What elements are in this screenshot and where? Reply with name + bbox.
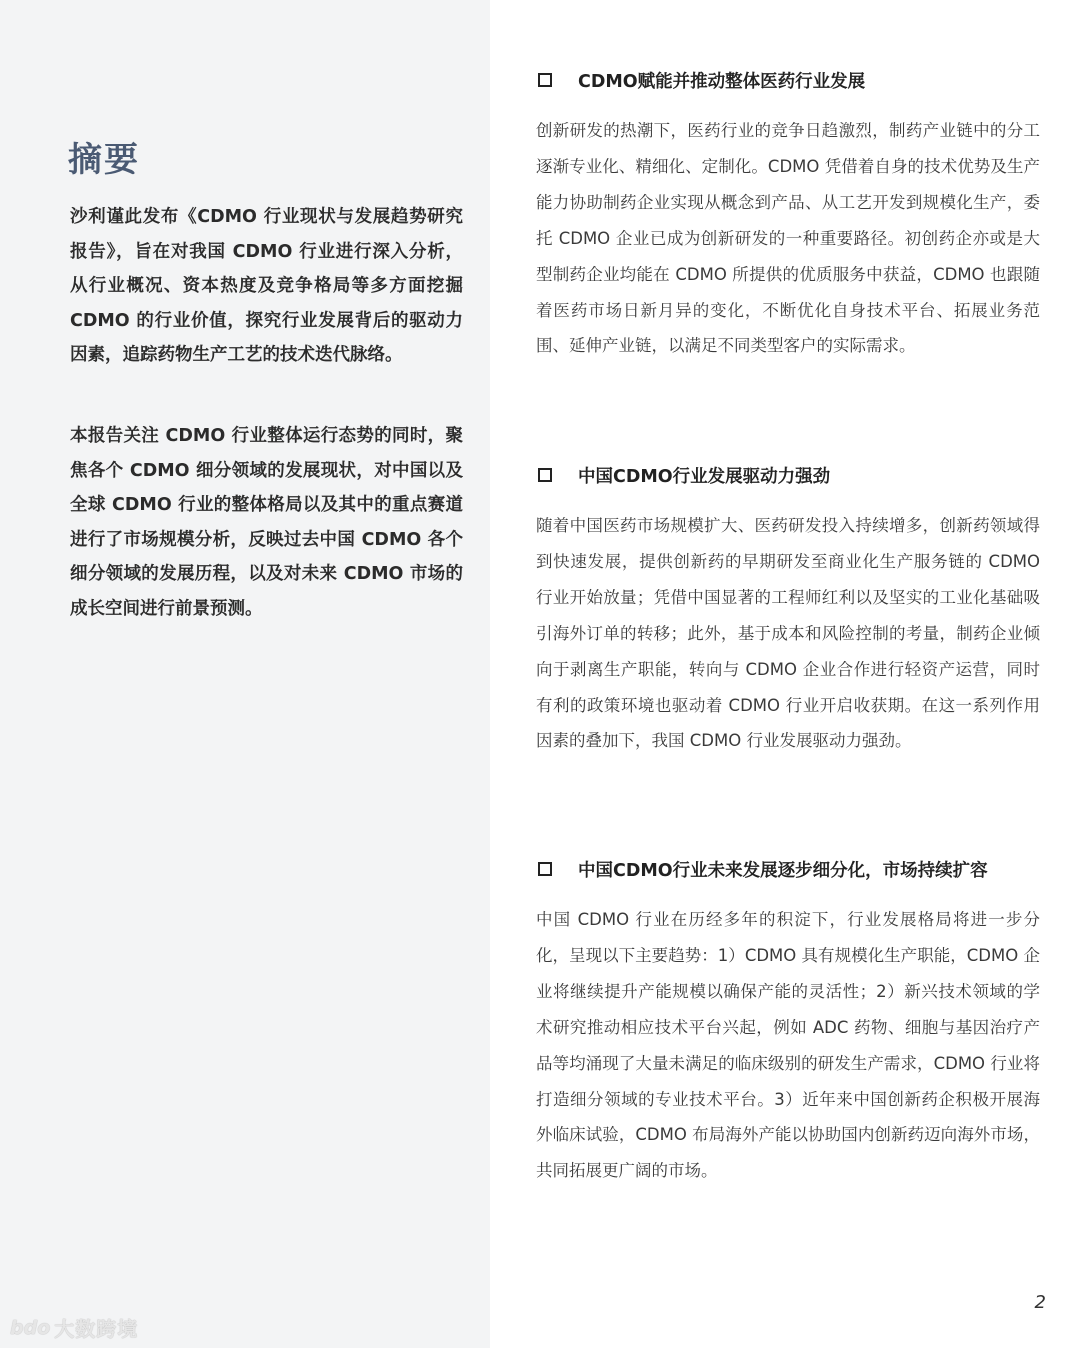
- section-heading: [536, 854, 1040, 884]
- section-driving-force: [536, 460, 1040, 759]
- watermark: [10, 1313, 138, 1342]
- checkbox-icon: [538, 862, 552, 876]
- watermark-logo-icon: bdo: [10, 1316, 51, 1339]
- section-cdmo-empowerment: [536, 65, 1040, 364]
- checkbox-icon: [538, 73, 552, 87]
- section-heading: [536, 460, 1040, 490]
- watermark-text: 大数跨境: [54, 1317, 139, 1341]
- section-heading-text: CDMO赋能并推动整体医药行业发展: [578, 71, 866, 92]
- section-heading-text: 中国CDMO行业发展驱动力强劲: [578, 466, 831, 487]
- section-heading-text: 中国CDMO行业未来发展逐步细分化，市场持续扩容: [578, 860, 988, 881]
- checkbox-icon: [538, 468, 552, 482]
- abstract-paragraph-2: 本报告关注 CDMO 行业整体运行态势的同时，聚焦各个 CDMO 细分领域的发展现状，对中国以及全球 CDMO 行业的整体格局以及其中的重点赛道进行了市场规模分析，反映过去中国 CDMO 各个细分领域的发展历程，以及对未来 CDMO 市场的成长空间进行前景预测。: [70, 426, 463, 619]
- section-body: 创新研发的热潮下，医药行业的竞争日趋激烈，制药产业链中的分工逐渐专业化、精细化、定制化。CDMO 凭借着自身的技术优势及生产能力协助制药企业实现从概念到产品、从工艺开发到规模化生产，委托 CDMO 企业已成为创新研发的一种重要路径。初创药企亦或是大型制药企业均能在 CDMO 所提供的优质服务中获益，CDMO 也跟随着医药市场日新月异的变化，不断优化自身技术平台、拓展业务范围、延伸产业链，以满足不同类型客户的实际需求。: [536, 121, 1040, 356]
- left-panel: [0, 0, 490, 1348]
- section-future-trends: [536, 854, 1040, 1189]
- section-heading: [536, 65, 1040, 95]
- abstract-title: 摘要: [68, 140, 140, 180]
- abstract-paragraph-1: 沙利谨此发布《CDMO 行业现状与发展趋势研究报告》，旨在对我国 CDMO 行业进行深入分析，从行业概况、资本热度及竞争格局等多方面挖掘 CDMO 的行业价值，探究行业发展背后的驱动力因素，追踪药物生产工艺的技术迭代脉络。: [70, 207, 463, 365]
- section-body: 中国 CDMO 行业在历经多年的积淀下，行业发展格局将进一步分化，呈现以下主要趋势：1）CDMO 具有规模化生产职能，CDMO 企业将继续提升产能规模以确保产能的灵活性；2）新兴技术领域的学术研究推动相应技术平台兴起，例如 ADC 药物、细胞与基因治疗产品等均涌现了大量未满足的临床级别的研发生产需求，CDMO 行业将打造细分领域的专业技术平台。3）近年来中国创新药企积极开展海外临床试验，CDMO 布局海外产能以协助国内创新药迈向海外市场，共同拓展更广阔的市场。: [536, 910, 1040, 1181]
- page-number: 2: [1034, 1292, 1046, 1313]
- section-body: 随着中国医药市场规模扩大、医药研发投入持续增多，创新药领域得到快速发展，提供创新药的早期研发至商业化生产服务链的 CDMO 行业开始放量；凭借中国显著的工程师红利以及坚实的工业化基础吸引海外订单的转移；此外，基于成本和风险控制的考量，制药企业倾向于剥离生产职能，转向与 CDMO 企业合作进行轻资产运营，同时有利的政策环境也驱动着 CDMO 行业开启收获期。在这一系列作用因素的叠加下，我国 CDMO 行业发展驱动力强劲。: [536, 516, 1040, 751]
